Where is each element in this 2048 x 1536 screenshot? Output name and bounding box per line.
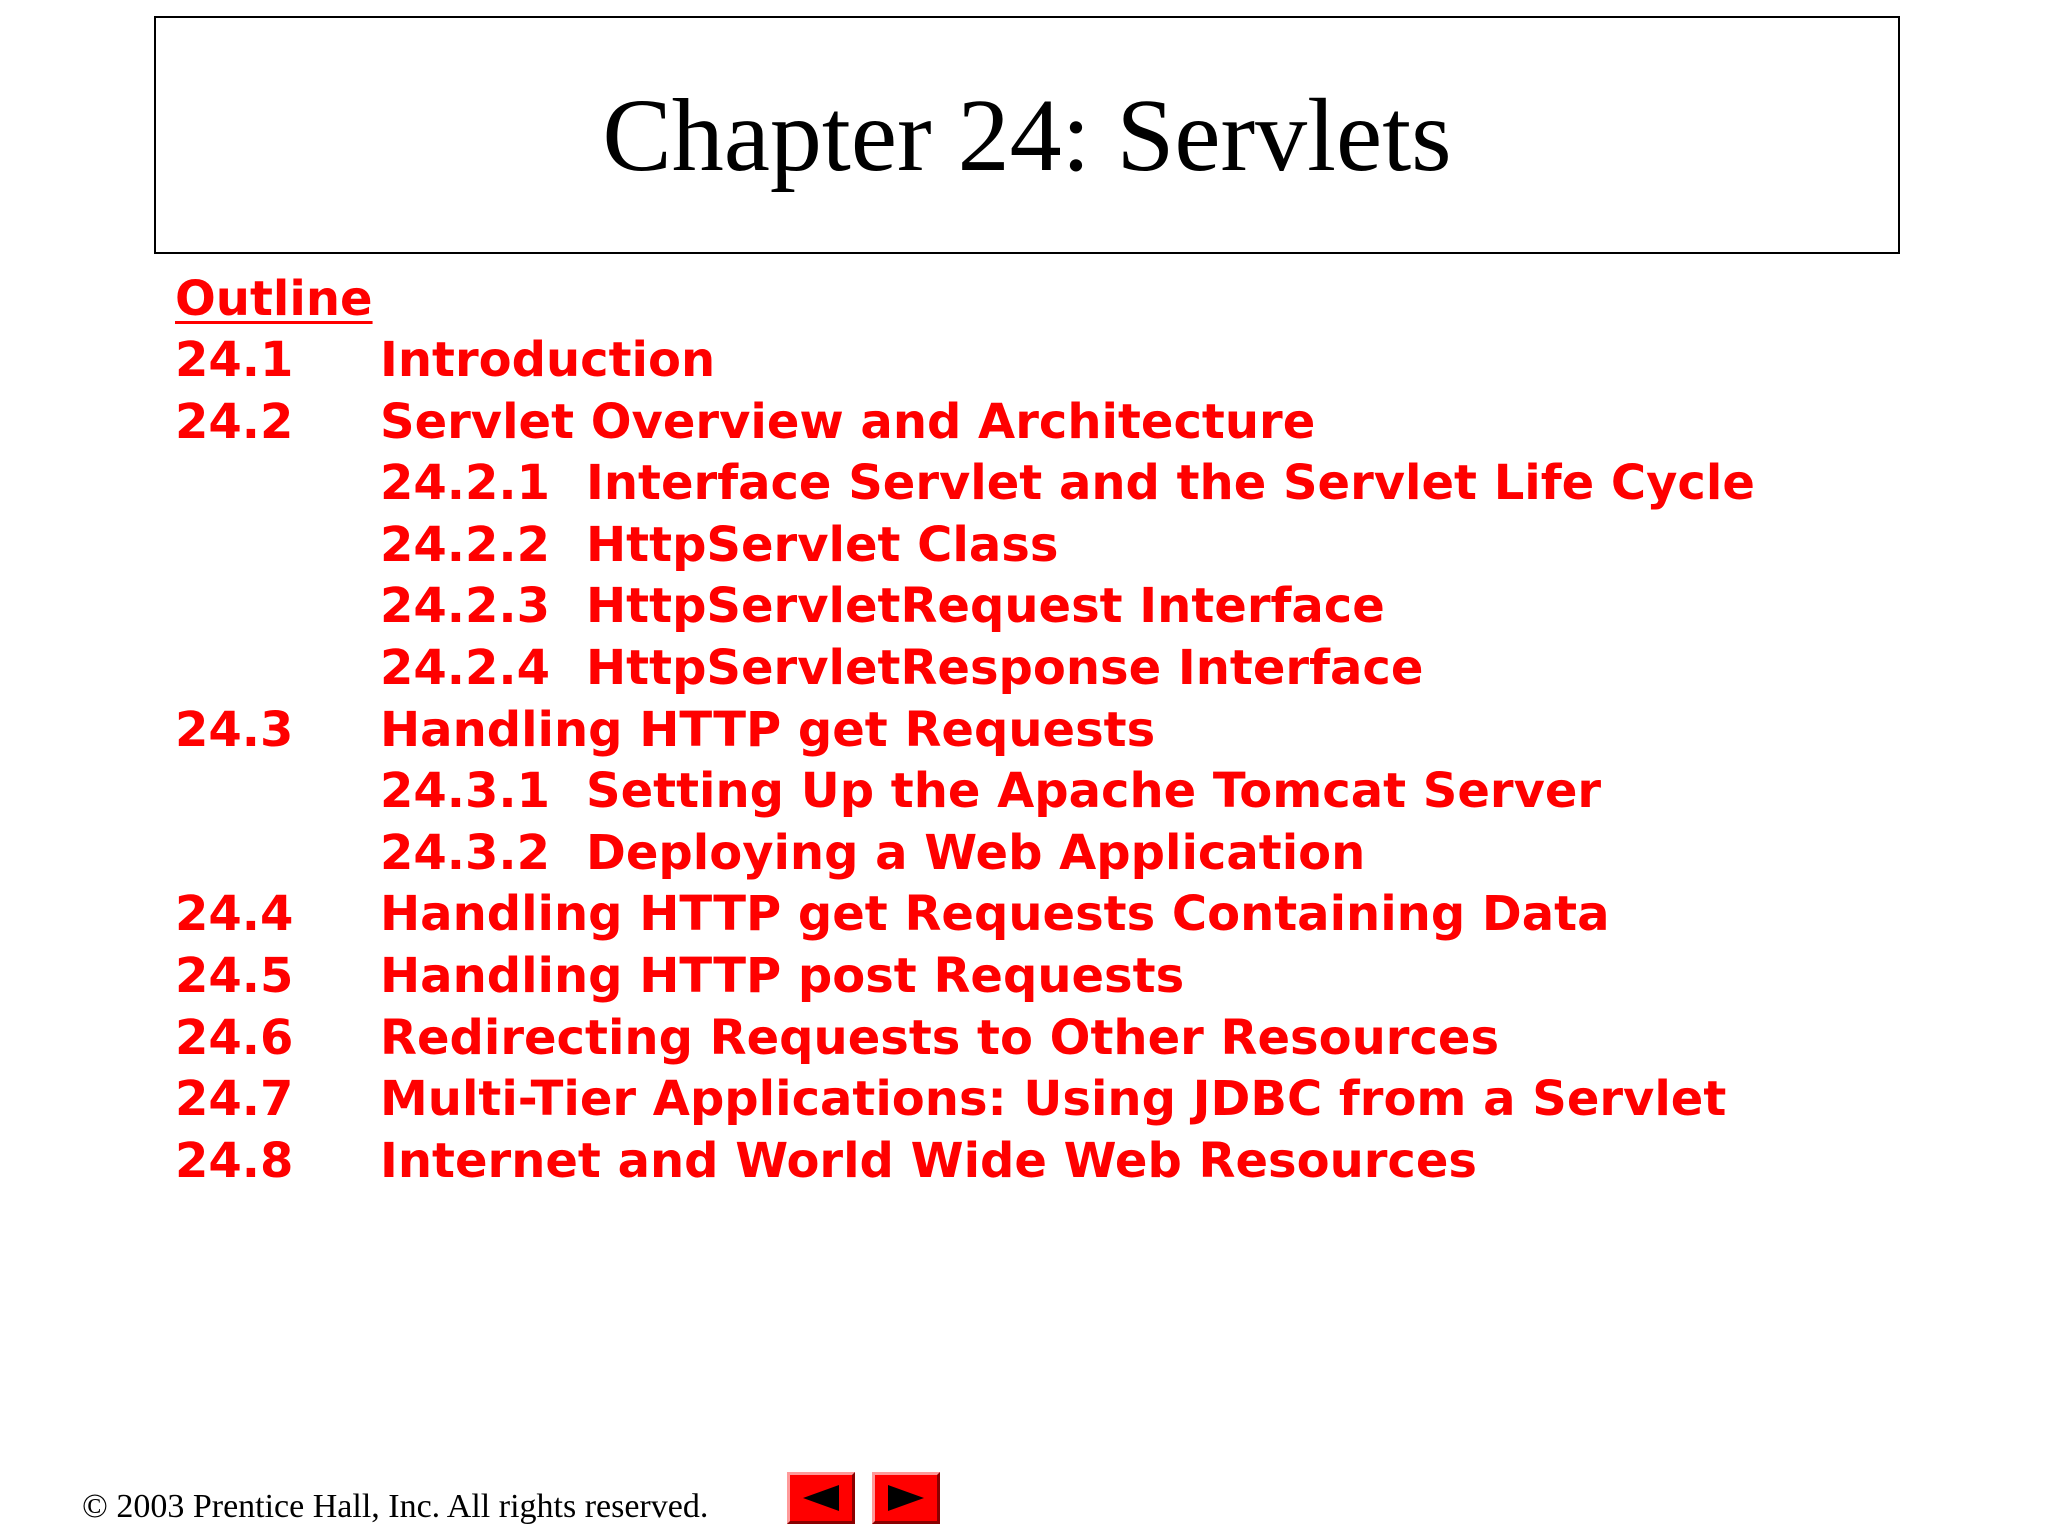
right-arrow-icon	[886, 1483, 926, 1513]
outline-item-label: Handling HTTP get Requests Containing Data	[380, 886, 1610, 943]
outline-item-label: Interface Servlet and the Servlet Life Cycle	[586, 455, 1755, 512]
outline-item-label: HttpServletResponse Interface	[586, 639, 1424, 696]
previous-slide-button[interactable]	[787, 1472, 855, 1524]
outline-subitem[interactable]	[175, 761, 1875, 823]
copyright-footer: © 2003 Prentice Hall, Inc. All rights reserved.	[82, 1488, 709, 1525]
outline-item-number: 24.1	[175, 332, 294, 388]
outline-item-label: HttpServletRequest Interface	[586, 578, 1385, 635]
outline-item-number: 24.5	[175, 947, 294, 1004]
outline-item-number: 24.7	[175, 1071, 294, 1128]
next-slide-button[interactable]	[872, 1472, 940, 1524]
outline-subitem[interactable]	[175, 823, 1875, 885]
outline-item-label: Multi-Tier Applications: Using JDBC from a Servlet	[380, 1071, 1727, 1128]
outline-item-label: HttpServlet Class	[586, 516, 1059, 573]
outline-item-label: Deploying a Web Application	[586, 824, 1366, 881]
outline-subitem[interactable]	[175, 515, 1875, 577]
outline-item-number: 24.4	[175, 886, 294, 943]
left-arrow-icon	[801, 1483, 841, 1513]
outline-item-number: 24.2.2	[380, 516, 551, 573]
outline-item-label: Servlet Overview and Architecture	[380, 393, 1316, 450]
outline-item-number: 24.3.1	[380, 763, 551, 820]
outline-item-number: 24.6	[175, 1009, 294, 1066]
outline-item-label: Redirecting Requests to Other Resources	[380, 1009, 1500, 1066]
outline-item-label: Internet and World Wide Web Resources	[380, 1132, 1477, 1189]
outline-item-label: Handling HTTP get Requests	[380, 701, 1156, 758]
outline-item-number: 24.2.1	[380, 455, 551, 512]
outline-item-label: Introduction	[380, 332, 716, 388]
outline-item-number: 24.3.2	[380, 824, 551, 881]
outline-item-number: 24.2.3	[380, 578, 551, 635]
outline-item[interactable]	[175, 330, 1875, 392]
outline-item[interactable]	[175, 884, 1875, 946]
outline-subitem[interactable]	[175, 638, 1875, 700]
outline-item[interactable]	[175, 1131, 1875, 1193]
slide-title: Chapter 24: Servlets	[602, 77, 1452, 193]
outline-item[interactable]	[175, 1008, 1875, 1070]
outline-heading: Outline	[175, 271, 373, 327]
outline-item[interactable]	[175, 700, 1875, 762]
outline-item[interactable]	[175, 392, 1875, 454]
outline-item[interactable]	[175, 946, 1875, 1008]
outline-item-number: 24.2.4	[380, 639, 551, 696]
outline-subitem[interactable]	[175, 576, 1875, 638]
outline-item-number: 24.8	[175, 1132, 294, 1189]
outline-item-number: 24.2	[175, 393, 294, 450]
outline	[175, 268, 1875, 1192]
title-box	[154, 16, 1900, 254]
outline-item-number: 24.3	[175, 701, 294, 758]
outline-item-label: Handling HTTP post Requests	[380, 947, 1185, 1004]
outline-subitem[interactable]	[175, 453, 1875, 515]
outline-item-label: Setting Up the Apache Tomcat Server	[586, 763, 1602, 820]
outline-item[interactable]	[175, 1069, 1875, 1131]
